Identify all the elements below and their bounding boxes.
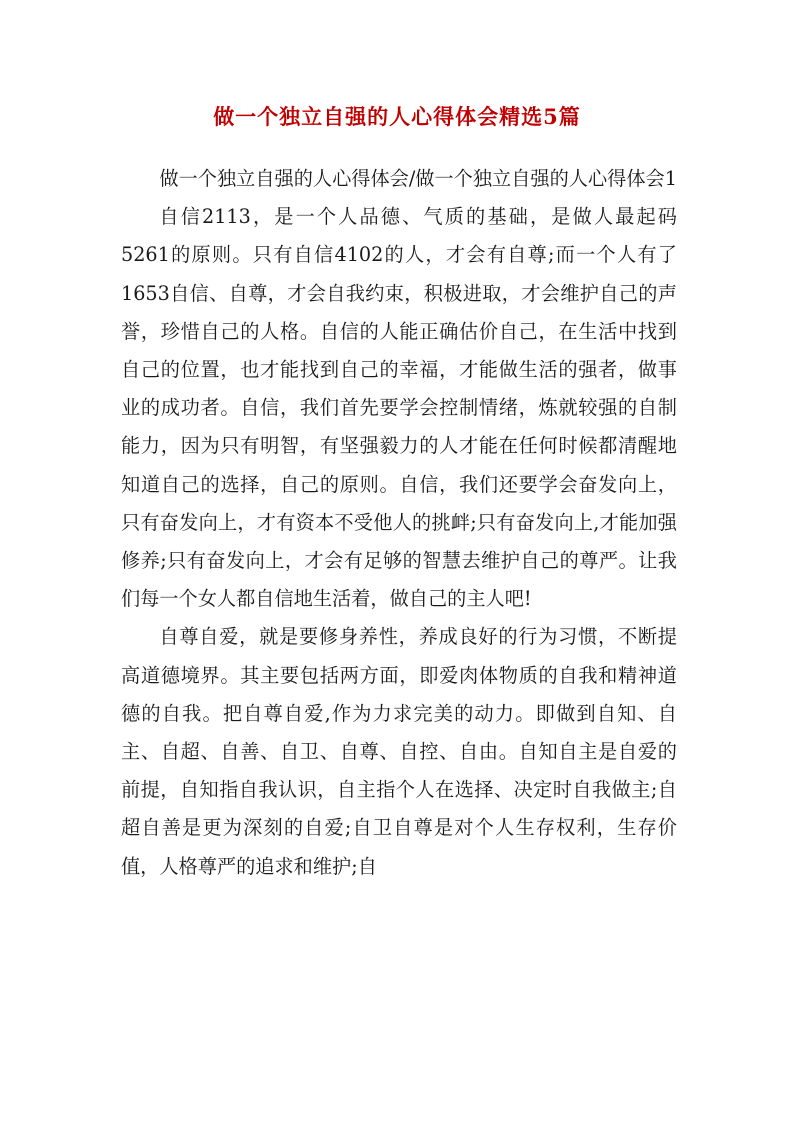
- document-title: 做一个独立自强的人心得体会精选5篇: [213, 104, 581, 129]
- paragraph-self-respect: 自尊自爱，就是要修身养性，养成良好的行为习惯，不断提高道德境界。其主要包括两方面，即爱肉体物质的自我和精神道德的自我。把自尊自爱,作为力求完美的动力。即做到自知、自主、自超、自善、自卫、自尊、自控、自由。自知自主是自爱的前提，自知指自我认识，自主指个人在选择、决定时自我做主;自超自善是更为深刻的自爱;自卫自尊是对个人生存权利，生存价值，人格尊严的追求和维护;自: [121, 625, 677, 878]
- document-body: [121, 160, 677, 886]
- paragraph-heading: 做一个独立自强的人心得体会/做一个独立自强的人心得体会1: [159, 167, 677, 190]
- paragraph-self-confidence: 自信2113，是一个人品德、气质的基础，是做人最起码5261的原则。只有自信4102的人，才会有自尊;而一个人有了1653自信、自尊，才会自我约束，积极进取，才会维护自己的声誉，珍惜自己的人格。自信的人能正确估价自己，在生活中找到自己的位置，也才能找到自己的幸福，才能做生活的强者，做事业的成功者。自信，我们首先要学会控制情绪，炼就较强的自制能力，因为只有明智，有坚强毅力的人才能在任何时候都清醒地知道自己的选择，自己的原则。自信，我们还要学会奋发向上，只有奋发向上，才有资本不受他人的挑衅;只有奋发向上,才能加强修养;只有奋发向上，才会有足够的智慧去维护自己的尊严。让我们每一个女人都自信地生活着，做自己的主人吧!: [121, 205, 677, 611]
